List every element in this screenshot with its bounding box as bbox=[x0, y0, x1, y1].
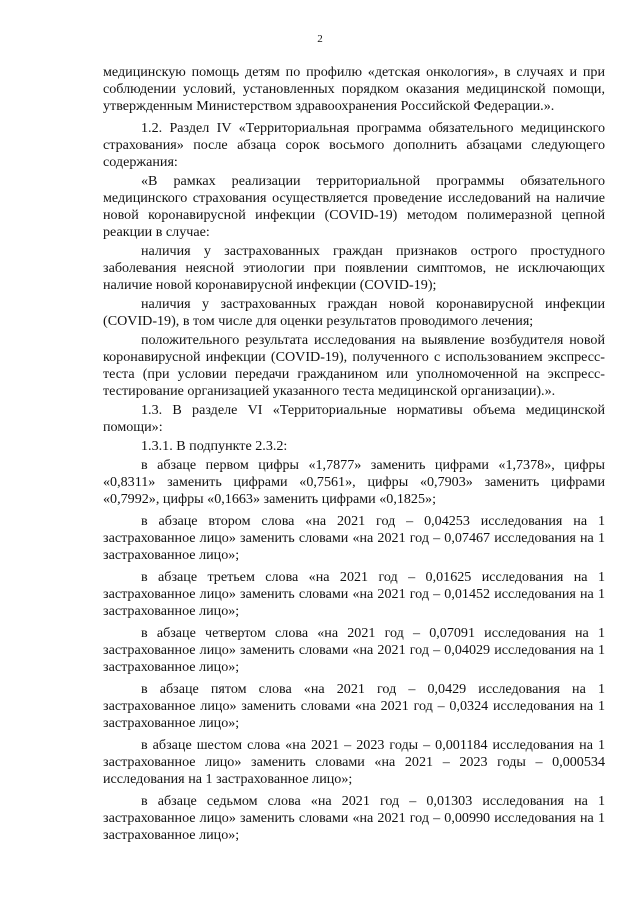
paragraph: 1.3.1. В подпункте 2.3.2: bbox=[141, 438, 288, 454]
paragraph: в абзаце четвертом слова «на 2021 год – 0,07091 исследования на 1 застрахованное лицо» заменить словами «на 2021 год – 0,04029 исследования на 1 застрахованное лицо»; bbox=[103, 625, 605, 675]
page-number: 2 bbox=[317, 33, 323, 45]
paragraph: в абзаце первом цифры «1,7877» заменить цифрами «1,7378», цифры «0,8311» заменить цифрами «0,7561», цифры «0,7903» заменить цифрами «0,7992», цифры «0,1663» заменить цифрами «0,1825»; bbox=[103, 457, 605, 507]
paragraph: в абзаце пятом слова «на 2021 год – 0,0429 исследования на 1 застрахованное лицо» заменить словами «на 2021 год – 0,0324 исследования на 1 застрахованное лицо»; bbox=[103, 681, 605, 731]
paragraph: 1.2. Раздел IV «Территориальная программа обязательного медицинского страхования» после абзаца сорок восьмого дополнить абзацами следующего содержания: bbox=[103, 120, 605, 170]
paragraph: в абзаце втором слова «на 2021 год – 0,04253 исследования на 1 застрахованное лицо» заменить словами «на 2021 год – 0,07467 исследования на 1 застрахованное лицо»; bbox=[103, 513, 605, 563]
paragraph: в абзаце третьем слова «на 2021 год – 0,01625 исследования на 1 застрахованное лицо» заменить словами «на 2021 год – 0,01452 исследования на 1 застрахованное лицо»; bbox=[103, 569, 605, 619]
paragraph: положительного результата исследования на выявление возбудителя новой коронавирусной инфекции (COVID-19), полученного с использованием экспресс-теста (при условии передачи гражданином или уполномоченной на экспресс-тестирование организацией указанного теста медицинской организации).». bbox=[103, 332, 605, 399]
paragraph: наличия у застрахованных граждан новой коронавирусной инфекции (COVID-19), в том числе для оценки результатов проводимого лечения; bbox=[103, 296, 605, 329]
paragraph: 1.3. В разделе VI «Территориальные нормативы объема медицинской помощи»: bbox=[103, 402, 605, 435]
paragraph: в абзаце седьмом слова «на 2021 год – 0,01303 исследования на 1 застрахованное лицо» заменить словами «на 2021 год – 0,00990 исследования на 1 застрахованное лицо»; bbox=[103, 793, 605, 843]
paragraph: наличия у застрахованных граждан признаков острого простудного заболевания неясной этиологии при появлении симптомов, не исключающих наличие новой коронавирусной инфекции (COVID-19); bbox=[103, 243, 605, 293]
paragraph: медицинскую помощь детям по профилю «детская онкология», в случаях и при соблюдении условий, установленных порядком оказания медицинской помощи, утвержденным Министерством здравоохранения Российской Федерации.». bbox=[103, 64, 605, 114]
paragraph: в абзаце шестом слова «на 2021 – 2023 годы – 0,001184 исследования на 1 застрахованное лицо» заменить словами «на 2021 – 2023 годы – 0,000534 исследования на 1 застрахованное лицо»; bbox=[103, 737, 605, 787]
document-body bbox=[103, 64, 605, 844]
paragraph: «В рамках реализации территориальной программы обязательного медицинского страхования осуществляется проведение исследований на наличие новой коронавирусной инфекции (COVID-19) методом полимеразной цепной реакции в случае: bbox=[103, 173, 605, 240]
